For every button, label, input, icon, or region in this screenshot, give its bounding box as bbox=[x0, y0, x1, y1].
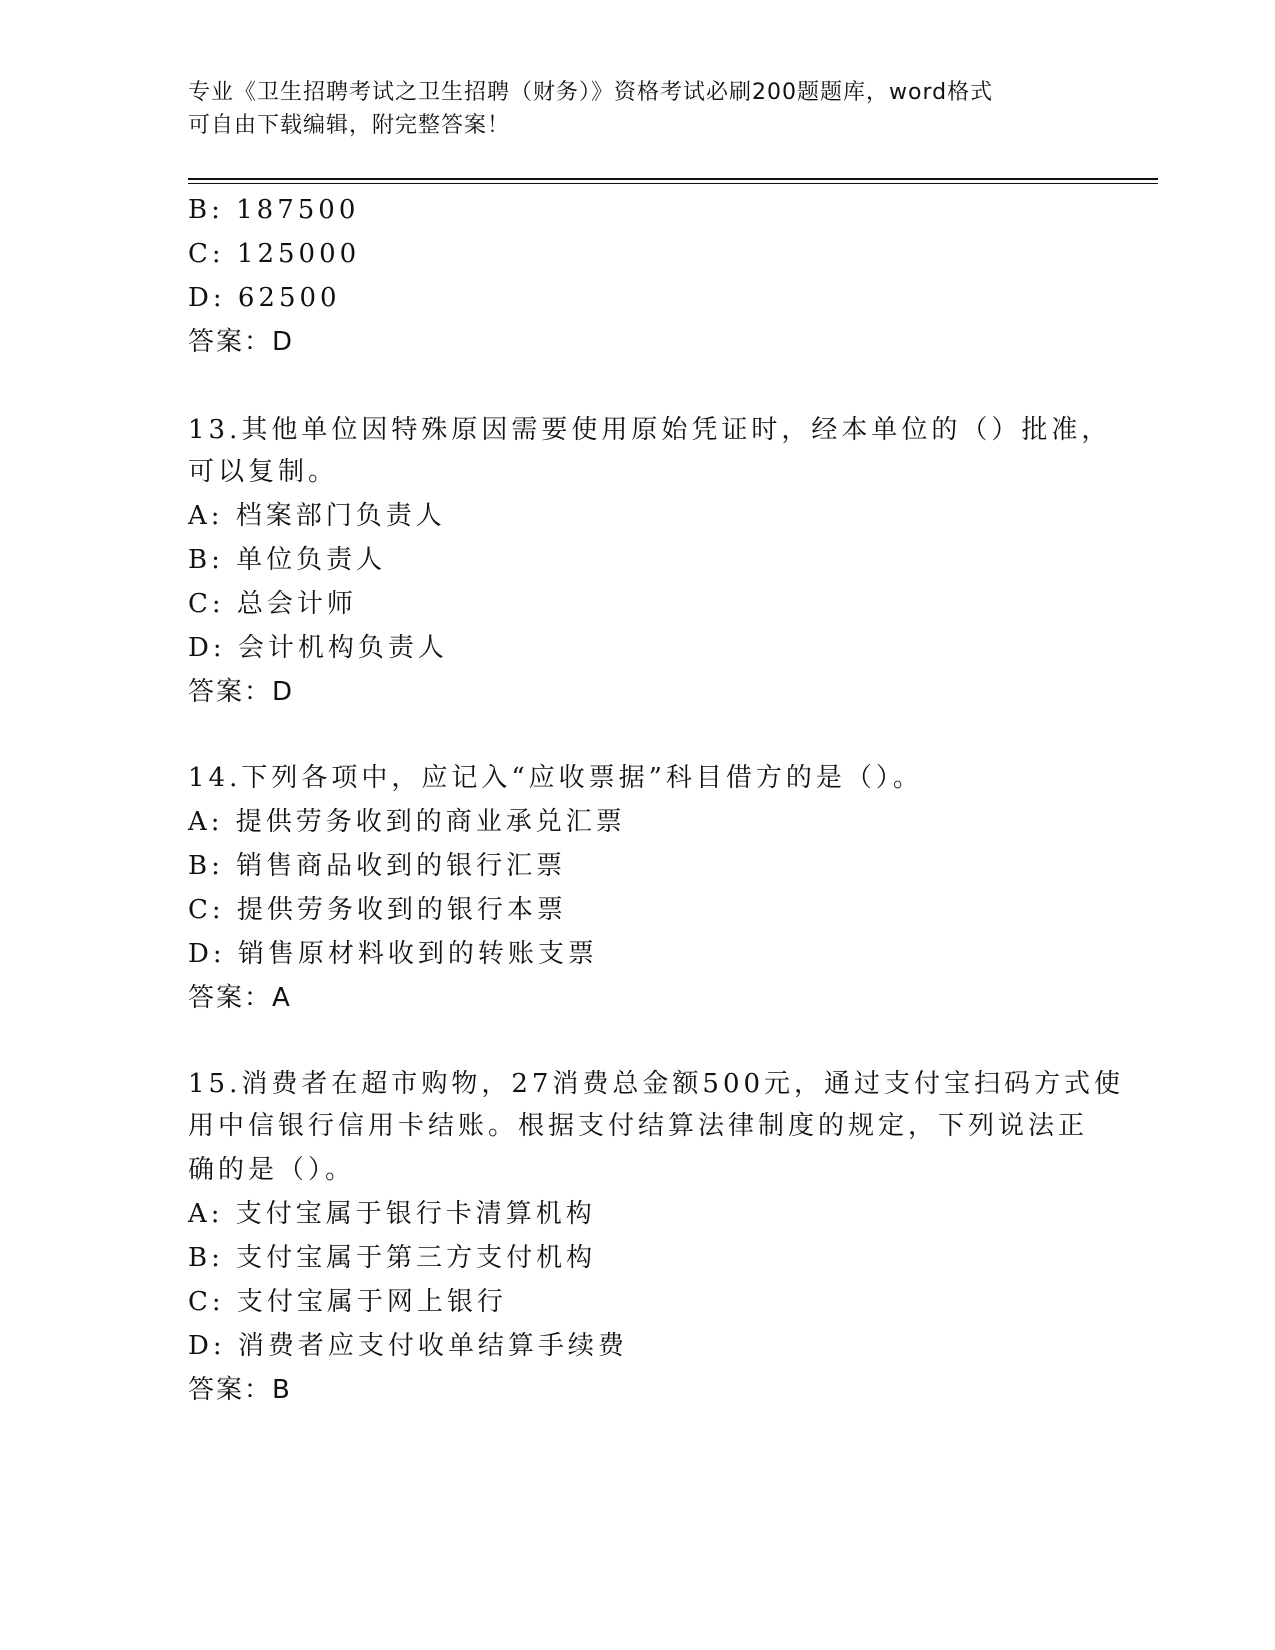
q14-stem-line-1: 14.下列各项中，应记入“应收票据”科目借方的是（）。 bbox=[188, 763, 923, 793]
document-header bbox=[188, 76, 1088, 142]
q15-answer: 答案：B bbox=[188, 1375, 292, 1405]
q13-option-d: D: 会计机构负责人 bbox=[188, 633, 448, 663]
q15-stem-line-3: 确的是（）。 bbox=[188, 1155, 356, 1185]
q15-stem-line-2: 用中信银行信用卡结账。根据支付结算法律制度的规定，下列说法正 bbox=[188, 1111, 1089, 1141]
q13-option-b: B: 单位负责人 bbox=[188, 545, 387, 575]
q13-stem-line-2: 可以复制。 bbox=[188, 457, 339, 487]
q14-answer: 答案：A bbox=[188, 983, 292, 1013]
q13-option-c: C: 总会计师 bbox=[188, 589, 357, 619]
q13-answer: 答案：D bbox=[188, 677, 295, 707]
prev-option-d: D: 62500 bbox=[188, 283, 341, 313]
q15-option-c: C: 支付宝属于网上银行 bbox=[188, 1287, 507, 1317]
header-divider-thick bbox=[188, 178, 1158, 180]
prev-option-b: B: 187500 bbox=[188, 195, 360, 225]
header-divider-thin bbox=[188, 183, 1158, 184]
q13-stem-line-1: 13.其他单位因特殊原因需要使用原始凭证时，经本单位的（）批准， bbox=[188, 415, 1112, 445]
prev-option-c: C: 125000 bbox=[188, 239, 361, 269]
prev-answer: 答案：D bbox=[188, 327, 295, 357]
q14-option-c: C: 提供劳务收到的银行本票 bbox=[188, 895, 567, 925]
q15-option-d: D: 消费者应支付收单结算手续费 bbox=[188, 1331, 628, 1361]
q13-option-a: A: 档案部门负责人 bbox=[188, 501, 446, 531]
q15-stem-line-1: 15.消费者在超市购物，27消费总金额500元，通过支付宝扫码方式使 bbox=[188, 1069, 1125, 1099]
q15-option-a: A: 支付宝属于银行卡清算机构 bbox=[188, 1199, 596, 1229]
q14-option-d: D: 销售原材料收到的转账支票 bbox=[188, 939, 598, 969]
q14-option-b: B: 销售商品收到的银行汇票 bbox=[188, 851, 567, 881]
header-line-1: 专业《卫生招聘考试之卫生招聘（财务）》资格考试必刷200题题库，word格式 bbox=[188, 80, 994, 105]
q15-option-b: B: 支付宝属于第三方支付机构 bbox=[188, 1243, 597, 1273]
header-line-2: 可自由下载编辑，附完整答案！ bbox=[188, 113, 511, 138]
q14-option-a: A: 提供劳务收到的商业承兑汇票 bbox=[188, 807, 626, 837]
